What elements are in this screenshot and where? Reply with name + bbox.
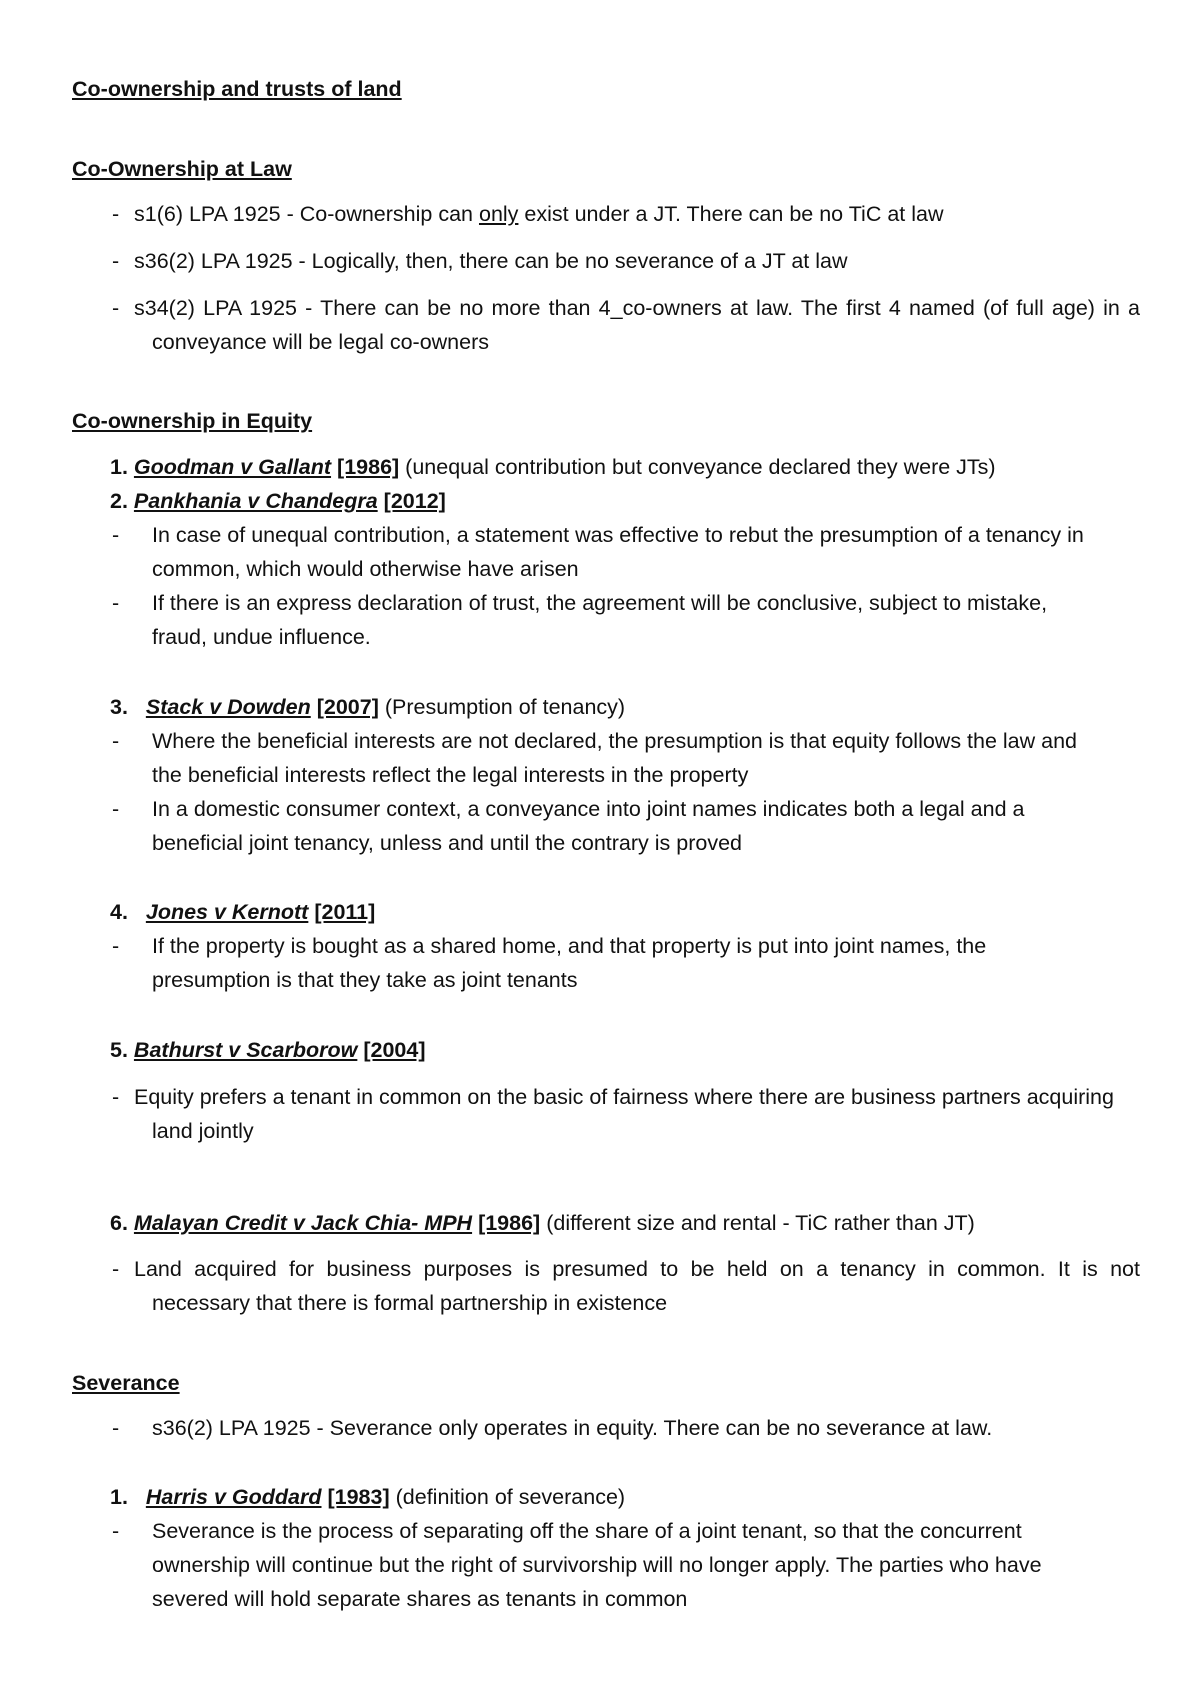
bullet-dash: - [112,1519,120,1543]
case-5-point-1-line-1: Equity prefers a tenant in common on the basic of fairness where there are business partners acquiring [134,1085,1114,1109]
severance-bullet-1: s36(2) LPA 1925 - Severance only operates in equity. There can be no severance at law. [152,1416,993,1440]
severance-case-1-line-1: Severance is the process of separating off the share of a joint tenant, so that the concurrent [152,1519,1022,1543]
bullet-dash: - [112,1257,120,1281]
case-item-1: 1. Goodman v Gallant [1986] (unequal contribution but conveyance declared they were JTs) [110,455,996,479]
law-bullet-1: s1(6) LPA 1925 - Co-ownership can only exist under a JT. There can be no TiC at law [134,202,944,226]
case-item-5: 5. Bathurst v Scarborow [2004] [110,1038,426,1062]
section-heading-equity: Co-ownership in Equity [72,409,313,433]
severance-case-1-line-2: ownership will continue but the right of survivorship will no longer apply. The parties who have [152,1553,1042,1577]
bullet-dash: - [112,934,120,958]
case-3-point-1-line-1: Where the beneficial interests are not declared, the presumption is that equity follows the law and [152,729,1078,753]
case-5-point-1-line-2: land jointly [152,1119,254,1143]
bullet-dash: - [112,1085,120,1109]
case-item-3: 3. Stack v Dowden [2007] (Presumption of tenancy) [110,695,626,719]
case-3-point-1-line-2: the beneficial interests reflect the legal interests in the property [152,763,749,787]
case-3-point-2-line-1: In a domestic consumer context, a conveyance into joint names indicates both a legal and a [152,797,1025,821]
bullet-dash: - [112,1416,120,1440]
bullet-dash: - [112,523,120,547]
document-title: Co-ownership and trusts of land [72,77,402,101]
case-2-point-1-line-2: common, which would otherwise have arisen [152,557,579,581]
severance-case-1-line-3: severed will hold separate shares as tenants in common [152,1587,688,1611]
bullet-dash: - [112,296,120,320]
bullet-dash: - [112,797,120,821]
case-item-2: 2. Pankhania v Chandegra [2012] [110,489,446,513]
bullet-dash: - [112,249,120,273]
law-bullet-3-line-2: conveyance will be legal co-owners [152,330,490,354]
case-item-4: 4. Jones v Kernott [2011] [110,900,376,924]
case-2-point-2-line-1: If there is an express declaration of trust, the agreement will be conclusive, subject to mistake, [152,591,1048,615]
case-6-point-1-line-2: necessary that there is formal partnership in existence [152,1291,668,1315]
severance-case-item-1: 1. Harris v Goddard [1983] (definition of severance) [110,1485,626,1509]
case-3-point-2-line-2: beneficial joint tenancy, unless and until the contrary is proved [152,831,743,855]
case-4-point-1-line-2: presumption is that they take as joint tenants [152,968,578,992]
case-2-point-1-line-1: In case of unequal contribution, a statement was effective to rebut the presumption of a tenancy in [152,523,1084,547]
case-2-point-2-line-2: fraud, undue influence. [152,625,371,649]
law-bullet-2: s36(2) LPA 1925 - Logically, then, there can be no severance of a JT at law [134,249,848,273]
case-item-6: 6. Malayan Credit v Jack Chia- MPH [1986] (different size and rental - TiC rather than JT) [110,1211,975,1235]
section-heading-law: Co-Ownership at Law [72,157,292,181]
bullet-dash: - [112,729,120,753]
bullet-dash: - [112,591,120,615]
bullet-dash: - [112,202,120,226]
law-bullet-3-line-1: s34(2) LPA 1925 - There can be no more than 4_co-owners at law. The first 4 named (of full age) in a [134,296,1140,320]
case-4-point-1-line-1: If the property is bought as a shared home, and that property is put into joint names, the [152,934,987,958]
section-heading-severance: Severance [72,1371,180,1395]
case-6-point-1-line-1: Land acquired for business purposes is presumed to be held on a tenancy in common. It is not [134,1257,1140,1281]
